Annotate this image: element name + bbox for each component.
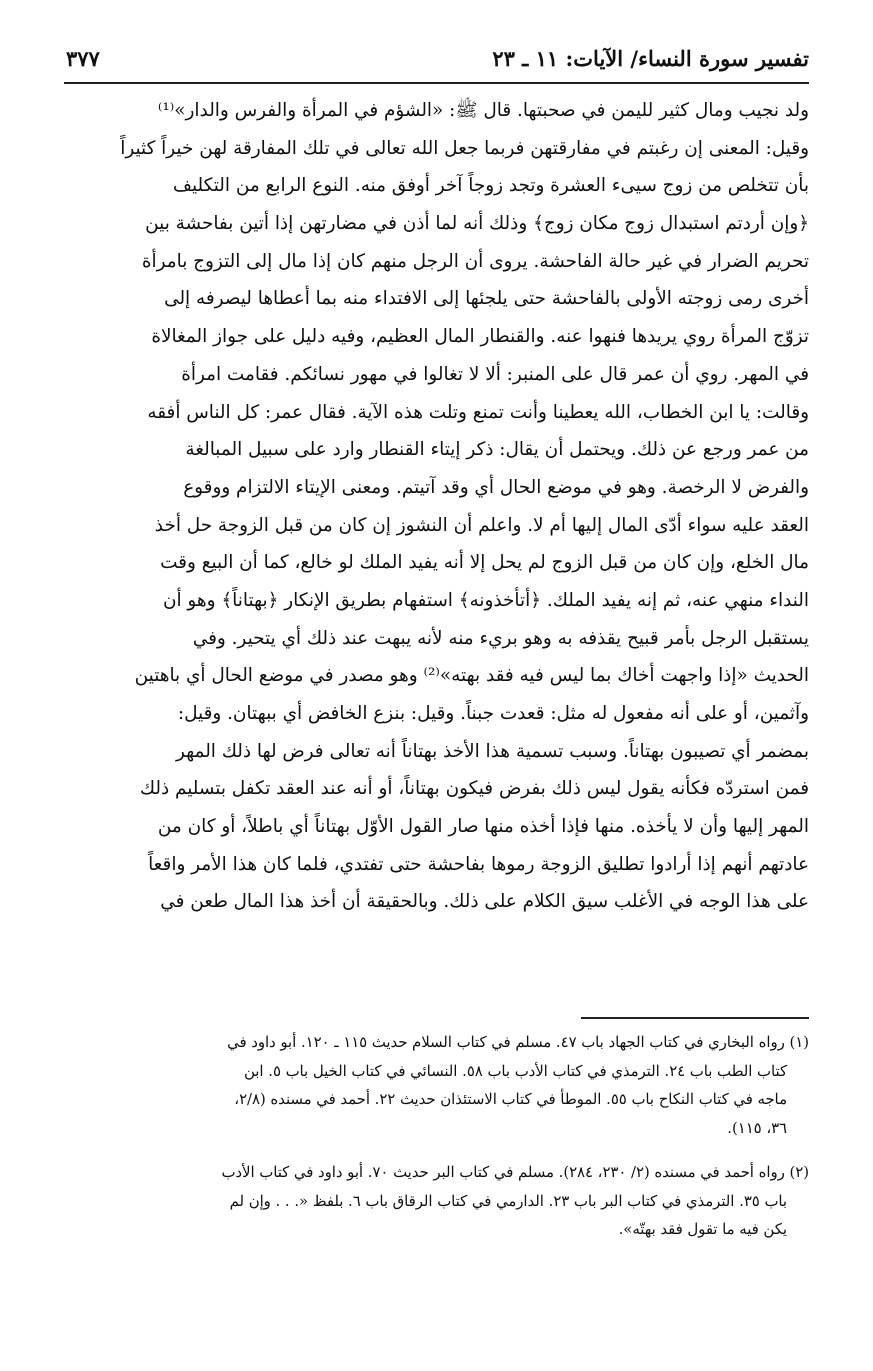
text-line: فمن استردّه فكأنه يقول ليس ذلك بفرض فيكون بهتاناً، أو أنه عند العقد تكفل بتسليم ذلك bbox=[139, 778, 809, 800]
header-rule bbox=[64, 82, 809, 84]
text-line: وقالت: يا ابن الخطاب، الله يعطينا وأنت تمنع وتلت هذه الآية. فقال عمر: كل الناس أفقه bbox=[147, 401, 809, 423]
text-line: عادتهم أنهم إذا أرادوا تطليق الزوجة رموها بفاحشة حتى تفتدي، فلما كان هذا الأمر واقعاً bbox=[148, 853, 809, 875]
text-line: بمضمر أي تصيبون بهتاناً. وسبب تسمية هذا الأخذ بهتاناً أنه تعالى فرض لها ذلك المهر bbox=[175, 740, 809, 762]
footnotes bbox=[66, 1029, 809, 1245]
footnote-2 bbox=[66, 1159, 809, 1245]
page-number: ٣٧٧ bbox=[66, 46, 100, 71]
page-header bbox=[66, 44, 809, 80]
footnote-line: (١) رواه البخاري في كتاب الجهاد باب ٤٧. مسلم في كتاب السلام حديث ١١٥ ـ ١٢٠. أبو داود في bbox=[227, 1034, 809, 1051]
text-line: ﴿وإن أردتم استبدال زوج مكان زوج﴾ وذلك أنه لما أذن في مضارتهن إذا أتين بفاحشة بين bbox=[145, 213, 809, 235]
text-line: يستقبل الرجل بأمر قبيح يقذفه به وهو بريء منه لأنه يبهت عند ذلك أي يتحير. وفي bbox=[192, 627, 809, 649]
text-line: في المهر. روي أن عمر قال على المنبر: ألا لا تغالوا في مهور نسائكم. فقامت امرأة bbox=[181, 363, 809, 385]
text-line: على هذا الوجه في الأغلب سيق الكلام على ذلك. وبالحقيقة أن أخذ هذا المال طعن في bbox=[160, 891, 809, 913]
text-line: المهر إليها وأن لا يأخذه. منها فإذا أخذه منها صار القول الأوّل بهتاناً أي باطلاً، أو كان من bbox=[157, 816, 809, 838]
footnote-line: ٣٦، ١١٥). bbox=[727, 1119, 787, 1137]
footnote-line: ماجه في كتاب النكاح باب ٥٥. الموطأ في كتاب الاستئذان حديث ٢٢. أحمد في مسنده (٢/٨، bbox=[234, 1091, 787, 1108]
text-line: تزوّج المرأة روي يريدها فنهوا عنه. والقنطار المال العظيم، وفيه دليل على جواز المغالاة bbox=[151, 326, 809, 348]
footnote-line: كتاب الطب باب ٢٤. الترمذي في كتاب الأدب باب ٥٨. النسائي في كتاب الخيل باب ٥. ابن bbox=[244, 1062, 787, 1080]
footnote-line: (٢) رواه أحمد في مسنده (٢/ ٢٣٠، ٢٨٤). مسلم في كتاب البر حديث ٧٠. أبو داود في كتاب الأدب bbox=[221, 1164, 809, 1181]
text-line: النداء منهي عنه، ثم إنه يفيد الملك. ﴿أتأخذونه﴾ استفهام بطريق الإنكار ﴿بهتاناً﴾ وهو أن bbox=[162, 589, 809, 611]
text-line: العقد عليه سواء أدّى المال إليها أم لا. واعلم أن النشوز إن كان من قبل الزوجة حل أخذ bbox=[154, 514, 809, 536]
text-line: تحريم الضرار في غير حالة الفاحشة. يروى أن الرجل منهم كان إذا مال إلى التزوج بامرأة bbox=[141, 250, 809, 272]
footnote-1 bbox=[66, 1029, 809, 1143]
text-line: مال الخلع، وإن كان من قبل الزوج لم يحل إلا أنه يفيد الملك لو خالع، كما أن البيع وقت bbox=[160, 552, 809, 574]
text-line: وقيل: المعنى إن رغبتم في مفارقتهن فربما جعل الله تعالى في تلك المفارقة لهن خيراً كثيراً bbox=[120, 137, 809, 159]
footnote-rule bbox=[581, 1017, 809, 1019]
text-line: من عمر ورجع عن ذلك. ويحتمل أن يقال: ذكر إيتاء القنطار وارد على سبيل المبالغة bbox=[185, 439, 809, 461]
text-line: ولد نجيب ومال كثير لليمن في صحبتها. قال ﷺ: «الشؤم في المرأة والفرس والدار»⁽¹⁾ bbox=[157, 100, 809, 121]
body-text bbox=[66, 92, 809, 921]
text-line: الحديث «إذا واجهت أخاك بما ليس فيه فقد بهته»⁽²⁾ وهو مصدر في موضع الحال أي باهتين bbox=[134, 665, 809, 687]
text-line: والفرض لا الرخصة. وهو في موضع الحال أي وقد آتيتم. ومعنى الإيتاء الالتزام ووقوع bbox=[183, 476, 809, 498]
text-line: وآثمين، أو على أنه مفعول له مثل: قعدت جبناً. وقيل: بنزع الخافض أي ببهتان. وقيل: bbox=[177, 703, 809, 724]
footnote-line: يكن فيه ما تقول فقد بهتّه». bbox=[618, 1221, 787, 1238]
running-title: تفسير سورة النساء/ الآيات: ١١ ـ ٢٣ bbox=[492, 46, 809, 71]
text-line: بأن تتخلص من زوج سيىء العشرة وتجد زوجاً آخر أوفق منه. النوع الرابع من التكليف bbox=[172, 175, 809, 197]
text-line: أخرى رمى زوجته الأولى بالفاحشة حتى يلجئها إلى الافتداء منه بما أعطاها ليصرفه إلى bbox=[164, 288, 809, 310]
footnote-line: باب ٣٥. الترمذي في كتاب البر باب ٢٣. الدارمي في كتاب الرقاق باب ٦. بلفظ «. . . وإن لم bbox=[229, 1192, 787, 1210]
